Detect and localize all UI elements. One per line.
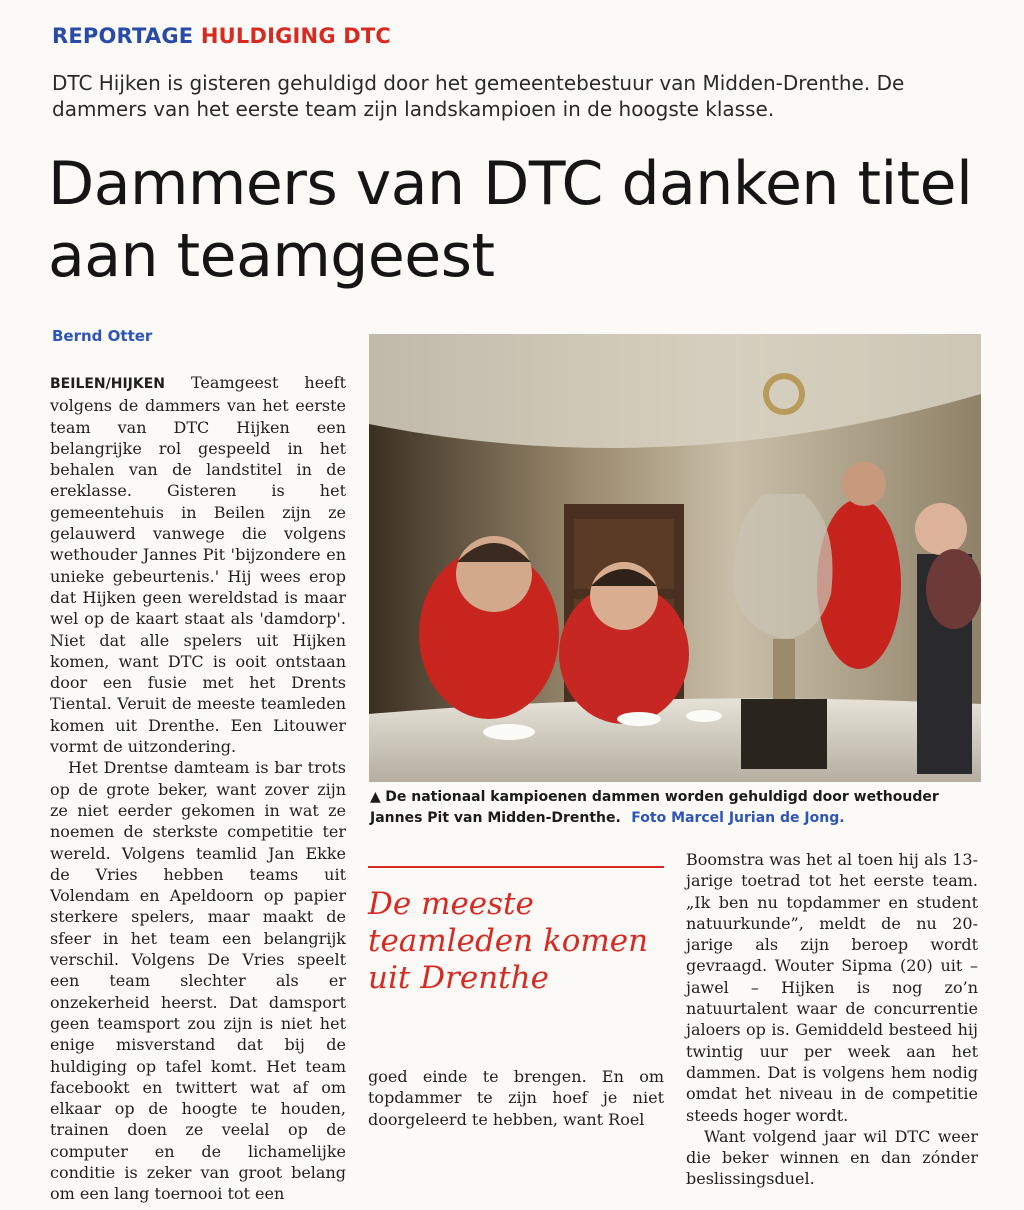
photo-caption [370, 787, 982, 829]
dateline: BEILEN/HIJKEN [50, 376, 166, 392]
caption-text: De nationaal kampioenen dammen worden gehuldigd door wethouder Jannes Pit van Midden-Drenthe. [370, 789, 939, 826]
kicker-section: REPORTAGE [52, 24, 194, 48]
photo-illustration [369, 334, 981, 782]
news-photo [369, 334, 981, 782]
article-column-3 [686, 849, 978, 1190]
intro-text: DTC Hijken is gisteren gehuldigd door het gemeentebestuur van Midden-Drenthe. De dammers van het eerste team zijn landskampioen in de hoogste klasse. [52, 71, 905, 121]
article-column-1 [50, 372, 346, 1205]
headline: Dammers van DTC danken titel aan teamgeest [48, 149, 973, 291]
article-paragraph-2: Het Drentse damteam is bar trots op de grote beker, want zover zijn ze niet eerder gekomen in wat ze noemen de sterkste competitie ter wereld. Volgens teamlid Jan Ekke de Vries hebben teams uit Volendam en Apeldoorn op papier sterkere spelers, maar maakt de sfeer in het team een belangrijk verschil. Volgens De Vries speelt een team slechter als er onzekerheid heerst. Dat damsport geen teamsport zou zijn is niet het enige misverstand dat bij de huldiging op tafel komt. Het team facebookt en twittert wat af om elkaar op de hoogte te houden, trainen doen ze veelal op de computer en de lichamelijke conditie is zeker van groot belang om een lang toernooi tot een [50, 758, 346, 1204]
article-paragraph-4: Want volgend jaar wil DTC weer die beker winnen en dan zónder beslissingsduel. [686, 1126, 978, 1189]
article-paragraph-3: goed einde te brengen. En om topdammer te zijn hoef je niet doorgeleerd te hebben, want Roel [368, 1067, 664, 1129]
photo-credit: Foto Marcel Jurian de Jong. [631, 810, 845, 826]
pullquote-rule [368, 866, 664, 868]
section-kicker [52, 24, 391, 48]
paragraph-1-text: Teamgeest heeft volgens de dammers van het eerste team van DTC Hijken een belangrijke rol gespeeld in het behalen van de landstitel in de ereklasse. Gisteren is het gemeentehuis in Beilen zijn ze gelauwerd vanwege die volgens wethouder Jannes Pit 'bijzondere en unieke gebeurtenis.' Hij wees erop dat Hijken geen wereldstad is maar wel op de kaart staat als 'damdorp'. Niet dat alle spelers uit Hijken komen, want DTC is ooit ontstaan door een fusie met het Drents Tiental. Veruit de meeste teamleden komen uit Drenthe. Een Litouwer vormt de uitzondering. [50, 373, 346, 757]
pullquote: De meeste teamleden komen uit Drenthe [368, 886, 649, 996]
byline: Bernd Otter [52, 327, 153, 345]
article-paragraph-1 [50, 372, 346, 757]
caption-marker-icon: ▲ [370, 789, 381, 805]
article-column-2 [368, 1066, 664, 1130]
kicker-topic: HULDIGING DTC [200, 24, 392, 48]
article-paragraph-3-continued: Boomstra was het al toen hij als 13-jarige toetrad tot het eerste team. „Ik ben nu topdammer en student natuurkunde”, meldt de nu 20-jarige als zijn beroep wordt gevraagd. Wouter Sipma (20) uit – jawel – Hijken is nog zo’n natuurtalent waar de concurrentie jaloers op is. Gemiddeld besteed hij twintig uur per week aan het dammen. Dat is volgens hem nodig omdat het niveau in de competitie steeds hoger wordt. [686, 850, 978, 1125]
